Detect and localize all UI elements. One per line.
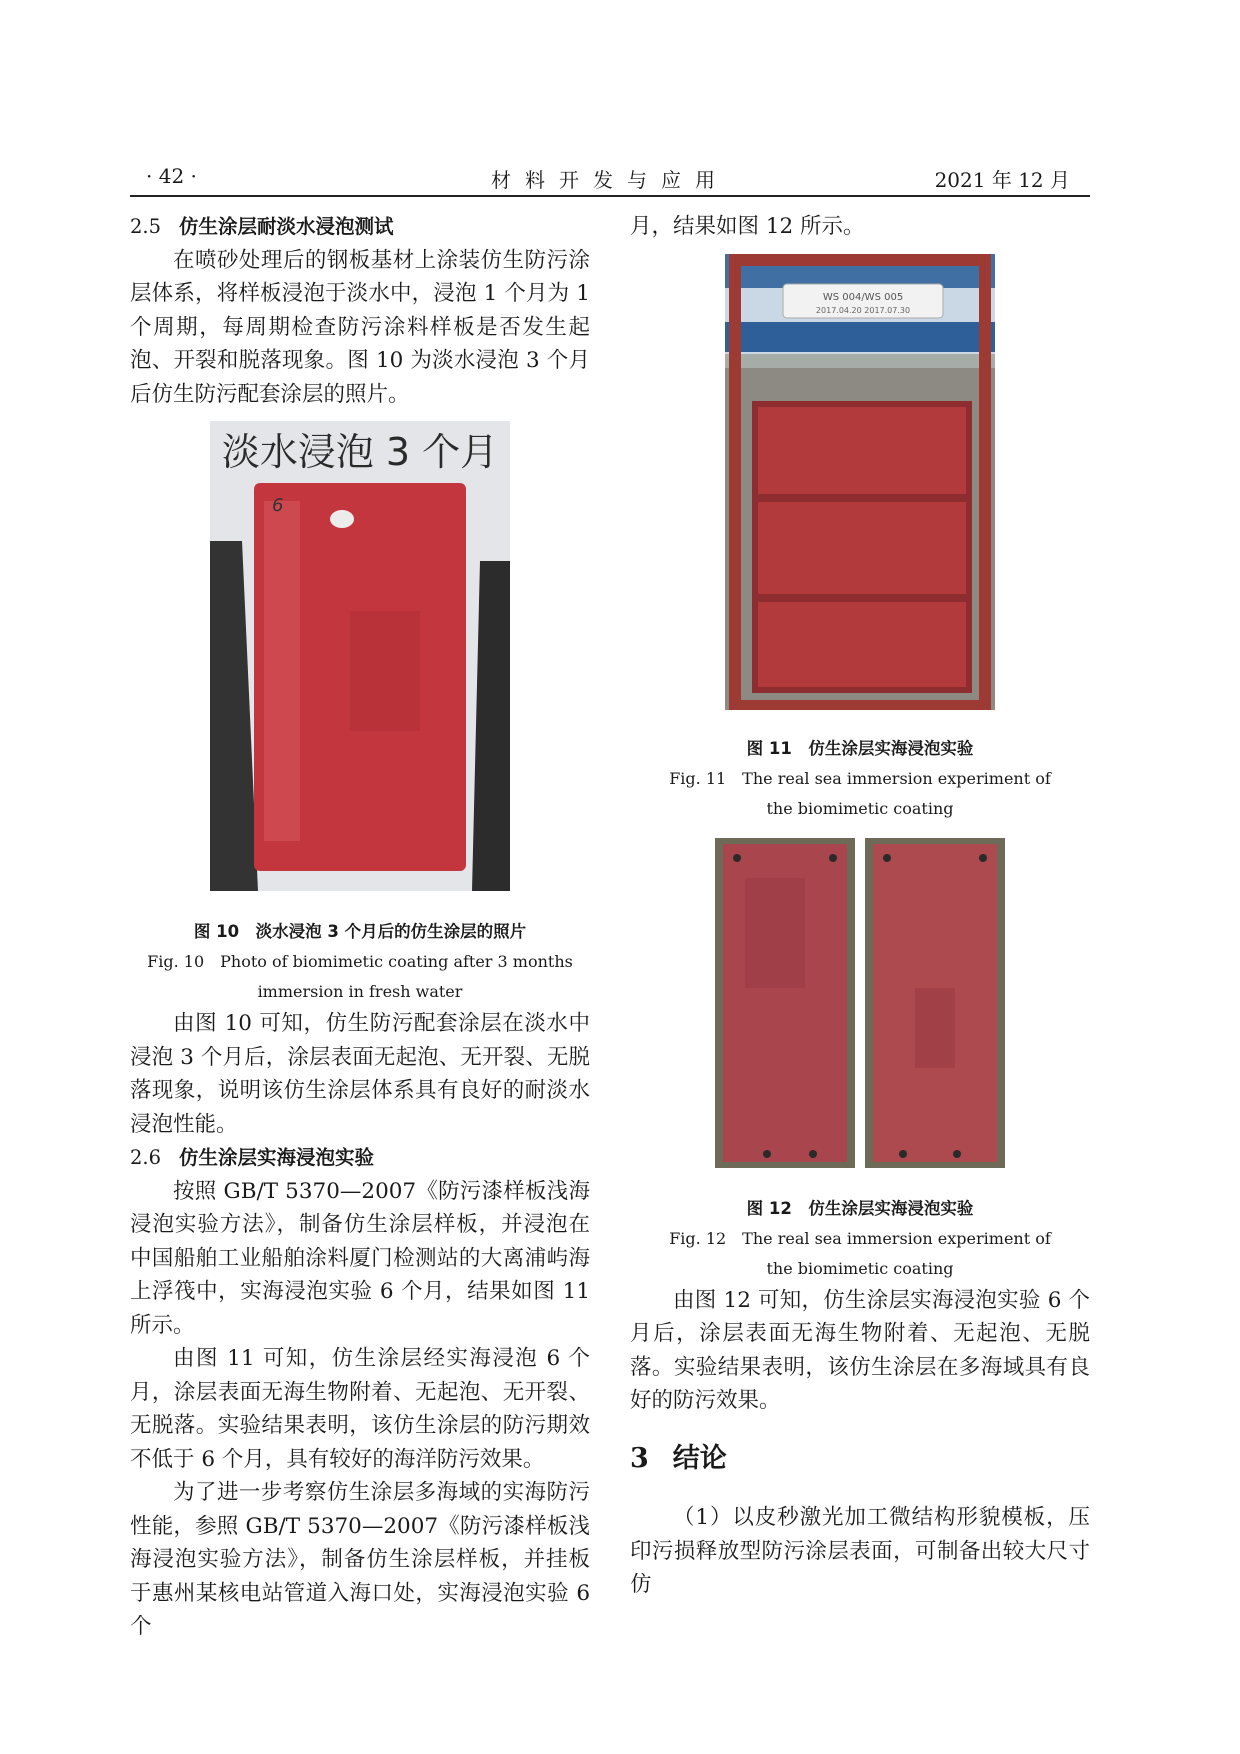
fig10-caption-en-1: Fig. 10 Photo of biomimetic coating after 3 months [147, 952, 573, 971]
fig10-photo [210, 421, 510, 891]
section-number: 3 [630, 1442, 649, 1474]
fig11-caption-en-2: the biomimetic coating [766, 798, 954, 818]
section-title: 仿生涂层实海浸泡实验 [179, 1146, 375, 1169]
page-number: · 42 · [146, 164, 197, 188]
figure-10 [210, 421, 510, 891]
fig10-sample-mark: 6 [272, 495, 284, 516]
fig12-caption-cn: 图 12 仿生涂层实海浸泡实验 [746, 1198, 974, 1218]
fig10-caption-cn: 图 10 淡水浸泡 3 个月后的仿生涂层的照片 [193, 922, 527, 941]
fig10-caption-en-2: immersion in fresh water [257, 982, 463, 1001]
paragraph: 由图 12 可知，仿生涂层实海浸泡实验 6 个月后，涂层表面无海生物附着、无起泡、无脱落。实验结果表明，该仿生涂层在多海域具有良好的防污效果。 [630, 1287, 1090, 1413]
paragraph: 按照 GB/T 5370—2007《防污漆样板浅海浸泡实验方法》，制备仿生涂层样板，并浸泡在中国船舶工业船舶涂料厦门检测站的大离浦屿海上浮筏中，实海浸泡实验 6 个月，结果如图 11 所示。 [130, 1178, 590, 1338]
section-number: 2.5 [130, 215, 162, 238]
fig11-photo [725, 254, 995, 710]
figure-11 [725, 254, 995, 710]
paragraph: 由图 10 可知，仿生防污配套涂层在淡水中浸泡 3 个月后，涂层表面无起泡、无开裂、无脱落现象，说明该仿生涂层体系具有良好的耐淡水浸泡性能。 [130, 1011, 590, 1137]
section-title: 仿生涂层耐淡水浸泡测试 [179, 215, 394, 238]
left-column [130, 210, 590, 1644]
section-2-5-heading [130, 210, 590, 244]
section-2-6-heading [130, 1141, 590, 1175]
fig12-caption-en-1: Fig. 12 The real sea immersion experiment of [669, 1228, 1051, 1248]
fig12-photo [715, 838, 1005, 1168]
paragraph-continuation: 月，结果如图 12 所示。 [630, 214, 865, 239]
fig11-caption-en-1: Fig. 11 The real sea immersion experiment of [669, 768, 1051, 788]
section-3-heading [630, 1442, 1090, 1476]
fig11-caption-cn: 图 11 仿生涂层实海浸泡实验 [746, 738, 974, 758]
figure-12 [715, 838, 1005, 1168]
fig11-tag-text: WS 004/WS 005 [822, 291, 904, 303]
fig12-caption-en-2: the biomimetic coating [766, 1258, 954, 1278]
running-header [130, 160, 1090, 190]
right-column [630, 210, 1090, 1602]
issue-date: 2021 年 12 月 [934, 168, 1070, 192]
paragraph: 为了进一步考察仿生涂层多海域的实海防污性能，参照 GB/T 5370—2007《防污漆样板浅海浸泡实验方法》，制备仿生涂层样板，并挂板于惠州某核电站管道入海口处，实海浸泡实验 6 个 [130, 1480, 590, 1639]
section-number: 2.6 [130, 1146, 162, 1169]
header-rule [130, 195, 1090, 197]
journal-title: 材料开发与应用 [491, 168, 729, 192]
paragraph: 在喷砂处理后的钢板基材上涂装仿生防污涂层体系，将样板浸泡于淡水中，浸泡 1 个月为 1 个周期，每周期检查防污涂料样板是否发生起泡、开裂和脱落现象。图 10 为淡水浸泡 3 个月后仿生防污配套涂层的照片。 [130, 247, 590, 407]
fig10-photo-label: 淡水浸泡 3 个月 [221, 430, 499, 474]
paragraph: （1）以皮秒激光加工微结构形貌模板，压印污损释放型防污涂层表面，可制备出较大尺寸仿 [630, 1505, 1090, 1597]
paragraph: 由图 11 可知，仿生涂层经实海浸泡 6 个月，涂层表面无海生物附着、无起泡、无开裂、无脱落。实验结果表明，该仿生涂层的防污期效不低于 6 个月，具有较好的海洋防污效果。 [130, 1346, 590, 1472]
fig11-tag-date: 2017.04.20 2017.07.30 [815, 305, 911, 315]
section-title: 结论 [672, 1442, 727, 1474]
